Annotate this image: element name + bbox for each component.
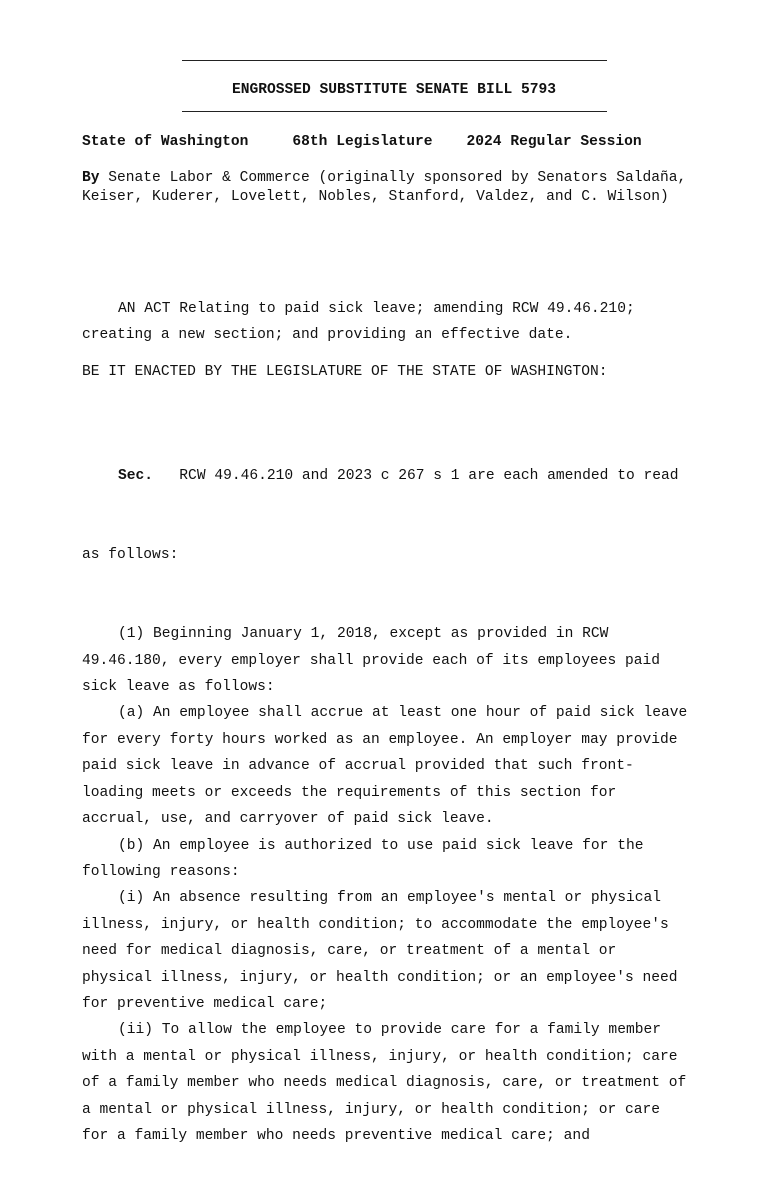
paragraph-line: sick leave as follows: [82, 679, 275, 696]
paragraph-line: need for medical diagnosis, care, or treatment of a mental or [82, 943, 617, 960]
section-label: Sec. [118, 467, 154, 484]
paragraph-line: loading meets or exceeds the requirements of this section for [82, 784, 617, 801]
paragraph-line: for preventive medical care; [82, 995, 328, 1012]
act-line-1: AN ACT Relating to paid sick leave; amending RCW 49.46.210; [118, 301, 635, 317]
paragraph-line: for every forty hours worked as an employee. An employer may provide [82, 731, 678, 748]
section-body [82, 410, 722, 1202]
top-divider [182, 60, 607, 61]
paragraph-line: of a family member who needs medical diagnosis, care, or treatment of [82, 1075, 687, 1092]
section-paragraph [82, 700, 722, 832]
paragraph-line: (1) Beginning January 1, 2018, except as provided in RCW [118, 626, 609, 643]
section-paragraph [82, 885, 722, 1017]
sponsor-line-2: Keiser, Kuderer, Lovelett, Nobles, Stanford, Valdez, and C. Wilson) [82, 189, 669, 205]
section-paragraph [82, 1017, 722, 1149]
state-name: State of Washington [82, 134, 249, 150]
title-divider [182, 111, 607, 112]
paragraph-line: physical illness, injury, or health condition; or an employee's need [82, 969, 678, 986]
section-paragraph [82, 833, 722, 886]
act-line-2: creating a new section; and providing an effective date. [82, 327, 573, 344]
sponsor-block [82, 169, 722, 207]
paragraph-line: accrual, use, and carryover of paid sick leave. [82, 811, 494, 828]
section-heading-line-2: as follows: [82, 547, 179, 564]
paragraph-line: (i) An absence resulting from an employee's mental or physical [118, 890, 661, 907]
enacting-clause: BE IT ENACTED BY THE LEGISLATURE OF THE STATE OF WASHINGTON: [82, 364, 608, 380]
session-line [82, 134, 642, 150]
paragraph-line: paid sick leave in advance of accrual provided that such front- [82, 758, 634, 775]
paragraph-line: (ii) To allow the employee to provide care for a family member [118, 1022, 661, 1039]
act-title [82, 296, 722, 349]
paragraph-line: for a family member who needs preventive medical care; and [82, 1127, 590, 1144]
bill-title: ENGROSSED SUBSTITUTE SENATE BILL 5793 [231, 82, 557, 98]
legislature-number: 68th Legislature [292, 134, 433, 150]
section-heading [82, 463, 722, 489]
section-paragraph [82, 621, 722, 700]
paragraph-line: (a) An employee shall accrue at least one hour of paid sick leave [118, 705, 688, 722]
sponsor-line-1: Senate Labor & Commerce (originally sponsored by Senators Saldaña, [99, 170, 687, 186]
paragraph-line: following reasons: [82, 863, 240, 880]
paragraph-line: with a mental or physical illness, injury, or health condition; care [82, 1048, 678, 1065]
section-heading-line-1: RCW 49.46.210 and 2023 c 267 s 1 are each amended to read [153, 467, 679, 484]
section-paragraphs [82, 621, 722, 1149]
paragraph-line: illness, injury, or health condition; to accommodate the employee's [82, 916, 669, 933]
sponsor-by-label: By [82, 170, 100, 186]
paragraph-line: a mental or physical illness, injury, or health condition; or care [82, 1101, 661, 1118]
paragraph-line: 49.46.180, every employer shall provide each of its employees paid [82, 652, 661, 669]
session-name: 2024 Regular Session [466, 134, 642, 150]
paragraph-line: (b) An employee is authorized to use paid sick leave for the [118, 837, 644, 854]
